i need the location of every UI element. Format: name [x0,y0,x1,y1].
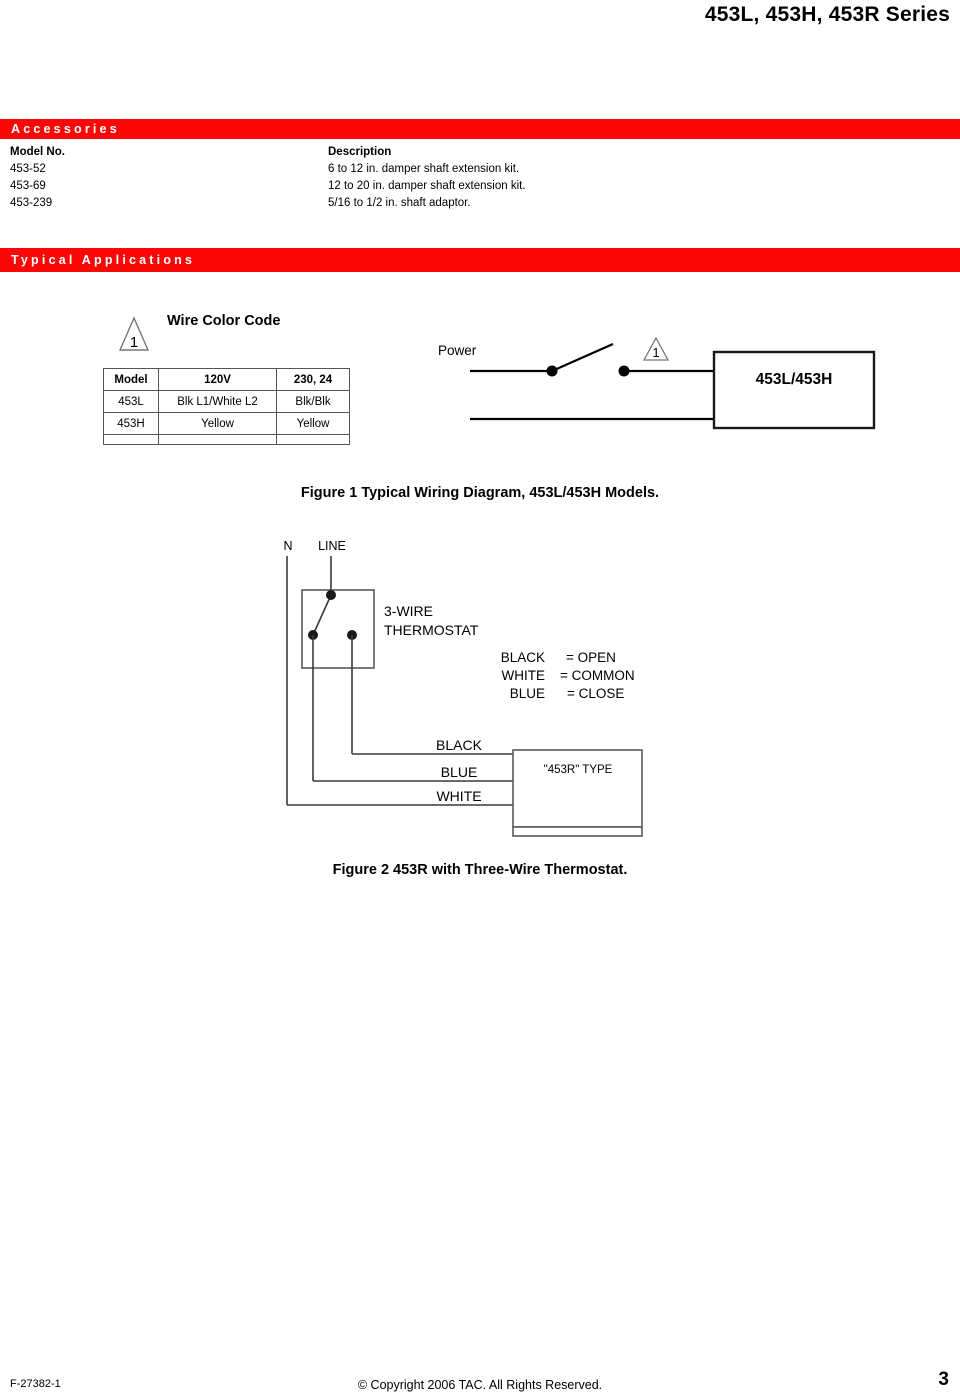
thermostat-label-line2: THERMOSTAT [384,622,479,638]
wire-table-header-230-24: 230, 24 [277,369,350,391]
typical-applications-section-bar [0,248,960,272]
wire-table-cell-230-24: Blk/Blk [277,391,350,413]
wire-table-cell-120v: Blk L1/White L2 [159,391,277,413]
callout-number-1: 1 [129,334,139,351]
accessories-model-value: 453-52 [10,163,46,175]
page-title: 453L, 453H, 453R Series [704,3,950,26]
wire-label-blue: BLUE [440,764,478,780]
neutral-label: N [283,539,293,553]
accessories-description-value: 6 to 12 in. damper shaft extension kit. [328,163,520,175]
thermostat-label-line1: 3-WIRE [384,603,433,619]
legend-function-open: = OPEN [566,650,616,665]
device-box-453R-base [513,827,642,836]
switch-terminal-left [547,366,558,377]
footer-document-number: F-27382-1 [10,1378,61,1390]
callout-number-1: 1 [652,345,660,360]
figure1-wiring-schematic [0,330,960,450]
table-row [10,197,710,214]
figure1-caption: Figure 1 Typical Wiring Diagram, 453L/453H Models. [300,485,660,501]
accessories-table [10,146,710,214]
accessories-model-value: 453-69 [10,180,46,192]
device-box-453R [513,750,642,827]
footer-copyright: © Copyright 2006 TAC. All Rights Reserved. [357,1378,603,1392]
footer-page-number: 3 [938,1369,949,1390]
accessories-section-bar [0,119,960,139]
figure2-caption: Figure 2 453R with Three-Wire Thermostat. [332,862,628,878]
accessories-description-value: 5/16 to 1/2 in. shaft adaptor. [328,197,471,209]
wire-color-code-title: Wire Color Code [167,313,281,329]
accessories-description-value: 12 to 20 in. damper shaft extension kit. [328,180,526,192]
legend-function-close: = CLOSE [567,686,625,701]
wire-table-header-model: Model [104,369,159,391]
wire-table-cell-model: 453L [104,391,159,413]
device-box-label: 453L/453H [755,371,833,388]
accessories-table-header [10,146,710,161]
wire-table-cell-120v: Yellow [159,413,277,435]
wire-label-black: BLACK [436,737,482,753]
wire-table-cell-230-24: Yellow [277,413,350,435]
table-row [10,180,710,197]
accessories-model-value: 453-239 [10,197,53,209]
power-label: Power [438,343,477,358]
legend-color-black: BLACK [500,650,545,665]
table-row [10,163,710,180]
line-label: LINE [318,539,346,553]
wire-table-header-120v: 120V [159,369,277,391]
switch-terminal-right [619,366,630,377]
figure2-wiring-schematic [0,534,960,854]
legend-color-blue: BLUE [509,686,545,701]
legend-color-white: WHITE [501,668,545,683]
wire-table-cell-model: 453H [104,413,159,435]
accessories-column-header-description: Description [328,146,392,158]
accessories-column-header-model: Model No. [10,146,65,158]
accessories-section-label: Accessories [11,122,120,136]
device-box-453R-label: "453R" TYPE [543,764,613,776]
typical-applications-section-label: Typical Applications [11,253,196,267]
device-box-453L-453H [714,352,874,428]
legend-function-common: = COMMON [560,668,635,683]
thermostat-terminal-common [326,590,336,600]
wire-label-white: WHITE [436,788,482,804]
